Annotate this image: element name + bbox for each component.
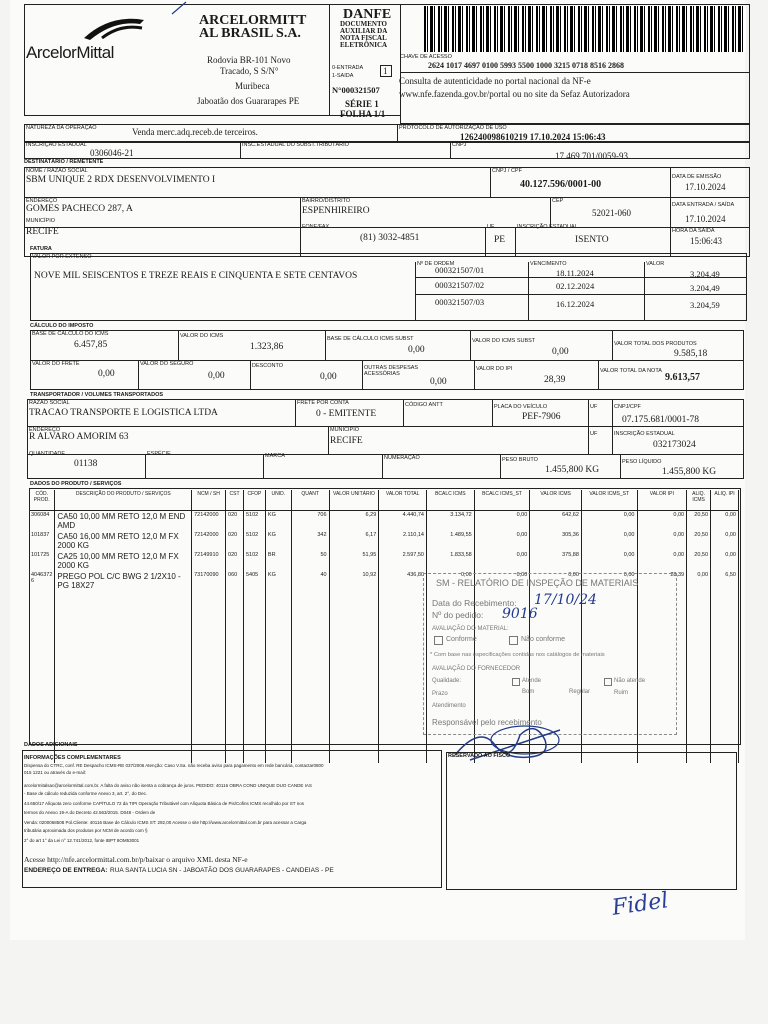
table-cell: 0,00 (581, 531, 637, 551)
table-cell: 101837 (29, 531, 55, 551)
table-cell: 020 (226, 551, 244, 571)
table-cell: KG (265, 511, 291, 532)
col-cfop: CFOP (243, 490, 265, 511)
dest-cnpj-label: CNPJ / CPF (492, 168, 522, 174)
v-icms-label: VALOR DO ICMS (180, 333, 224, 339)
inf-line-1: Dispensa do CTRC, conf. RE Despacho ICMS-RE 037/2006 Atenção: Caso V.Sa. não receba aviso para pagamento em rede bancária, contactar0800 (24, 763, 324, 768)
table-cell: 0,00 (581, 511, 637, 532)
transp-pl-label: PESO LÍQUIDO (622, 459, 662, 465)
xml-link[interactable]: Acesse http://nfe.arcelormittal.com.br/p/baixar o arquivo XML desta NF-e (24, 855, 248, 864)
entrega-value: RUA SANTA LUCIA SN - JABOATÃO DOS GUARARAPES - CANDEIAS - PE (110, 867, 334, 874)
table-cell: 0,00 (637, 551, 687, 571)
danfe-subtitle1: DOCUMENTO (340, 20, 387, 28)
table-cell: 51,95 (329, 551, 379, 571)
col-bcst: BCALC ICMS_ST (474, 490, 530, 511)
frete: 0,00 (98, 369, 115, 379)
table-cell: 20,50 (687, 551, 711, 571)
parcela-2-ordem: 000321507/02 (435, 280, 485, 290)
parcela-1-venc: 18.11.2024 (556, 268, 594, 278)
table-cell: 060 (226, 571, 244, 591)
table-cell: CA50 16,00 MM RETO 12,0 M FX 2000 KG (55, 531, 192, 551)
stamp-pedido: 9016 (502, 606, 538, 622)
stamp-obs: * Com base nas especificações contidas nos catálogos de materiais (430, 652, 605, 658)
danfe-subtitle2: AUXILIAR DA (340, 27, 388, 35)
table-cell: CA50 10,00 MM RETO 12,0 M END AMD (55, 511, 192, 532)
imposto-section: CÁLCULO DO IMPOSTO (30, 323, 94, 329)
dest-entrada: 17.10.2024 (685, 214, 726, 224)
danfe-entrada: 0-ENTRADA (332, 65, 364, 71)
dest-fone-label: FONE/FAX (302, 224, 330, 230)
table-cell: 0,00 (426, 571, 474, 591)
transp-ie: 032173024 (653, 440, 696, 450)
protocolo-value: 126240098610219 17.10.2024 15:06:43 (460, 132, 606, 142)
table-filler-cell (329, 591, 379, 763)
table-cell: 6,29 (329, 511, 379, 532)
inf-label: INFORMAÇÕES COMPLEMENTARES (24, 755, 121, 761)
table-cell: 40 (291, 571, 329, 591)
table-cell: 5102 (243, 551, 265, 571)
table-cell: 101725 (29, 551, 55, 571)
table-cell: 3.134,72 (426, 511, 474, 532)
table-cell: 6,17 (329, 531, 379, 551)
dest-entrada-label: DATA ENTRADA / SAÍDA (672, 202, 735, 208)
col-descricao: DESCRIÇÃO DO PRODUTO / SERVIÇOS (55, 490, 192, 511)
table-cell: 0,00 (637, 511, 687, 532)
pen-mark-icon (170, 0, 190, 16)
danfe-subtitle3: NOTA FISCAL (340, 34, 387, 42)
stamp-aval-label: AVALIAÇÃO DO MATERIAL: (432, 626, 509, 632)
fatura-extenso: NOVE MIL SEISCENTOS E TREZE REAIS E CINQUENTA E SETE CENTAVOS (34, 271, 358, 281)
desconto-label: DESCONTO (252, 363, 284, 369)
iest-label: INSC.ESTADUAL DO SUBST.TRIBUTÁRIO (242, 142, 349, 148)
itens-section: DADOS DO PRODUTO / SERVIÇOS (30, 481, 122, 487)
v-st-label: VALOR DO ICMS SUBST (472, 338, 536, 344)
natureza-label: NATUREZA DA OPERAÇÃO (26, 125, 97, 131)
barcode (424, 6, 746, 52)
stamp-nao-conforme: Não conforme (521, 636, 565, 643)
transp-section: TRANSPORTADOR / VOLUMES TRANSPORTADOS (30, 392, 164, 398)
bc-st-label: BASE DE CÁLCULO ICMS SUBST (327, 336, 414, 342)
table-cell: 6,50 (711, 571, 739, 591)
dest-nome: SBM UNIQUE 2 RDX DESENVOLVIMENTO I (26, 175, 216, 185)
inf-line-8: tributária aproximada dos produtos por NCM de acordo com § (24, 828, 148, 833)
fatura-section: FATURA (30, 246, 52, 252)
desconto: 0,00 (320, 372, 337, 382)
transp-pb-label: PESO BRUTO (502, 457, 538, 463)
dest-ie-label: INSCRIÇÃO ESTADUAL (517, 224, 578, 230)
inf-line-2: 015 1221 ou através do e-mail: (24, 770, 87, 775)
table-cell: 020 (226, 511, 244, 532)
issuer-name-line2: AL BRASIL S.A. (199, 26, 301, 41)
conforme-checkbox[interactable] (434, 636, 443, 645)
v-nota: 9.613,57 (665, 372, 700, 383)
transp-ie-label: INSCRIÇÃO ESTADUAL (614, 431, 675, 437)
table-cell: CA25 10,00 MM RETO 12,0 M FX 2000 KG (55, 551, 192, 571)
transp-cnpj-label: CNPJ/CPF (614, 404, 641, 410)
table-cell: 50 (291, 551, 329, 571)
seguro: 0,00 (208, 371, 225, 381)
emit-cnpj-value: 17.469.701/0059-93 (555, 151, 628, 161)
v-prod-label: VALOR TOTAL DOS PRODUTOS (614, 341, 697, 347)
nao-atende-checkbox[interactable] (604, 678, 612, 686)
col-unid: UNID. (265, 490, 291, 511)
table-cell: 0,00 (474, 511, 530, 532)
natureza-value: Venda merc.adq.receb.de terceiros. (132, 127, 258, 137)
dest-emissao: 17.10.2024 (685, 182, 726, 192)
table-cell: 0,00 (581, 571, 637, 591)
danfe-title: DANFE (343, 7, 392, 22)
danfe-tipo: 1 (383, 66, 388, 76)
col-cst: CST (226, 490, 244, 511)
col-vunit: VALOR UNITÁRIO (329, 490, 379, 511)
table-cell: 20,50 (687, 511, 711, 532)
col-cod: CÓD. PROD. (29, 490, 55, 511)
chave-label: CHAVE DE ACESSO (400, 54, 452, 60)
stamp-nao-atende: Não atende (614, 678, 646, 684)
table-cell: 5405 (243, 571, 265, 591)
table-cell: 0,00 (687, 571, 711, 591)
dest-cnpj: 40.127.596/0001-00 (520, 179, 602, 190)
col-ncm: NCM / SH (192, 490, 226, 511)
transp-esp-label: ESPÉCIE (147, 451, 171, 457)
table-cell: 0,00 (474, 531, 530, 551)
table-cell: 0,00 (711, 511, 739, 532)
table-cell: 342 (291, 531, 329, 551)
dest-endereco-label: ENDEREÇO (26, 198, 58, 204)
col-vst: VALOR ICMS_ST (581, 490, 637, 511)
issuer-address2: Tracado, S S/N° (220, 66, 279, 76)
table-cell: 306084 (29, 511, 55, 532)
dest-fone: (81) 3032-4851 (360, 233, 420, 243)
table-cell: BR (265, 551, 291, 571)
dest-municipio-label: MUNICÍPIO (26, 218, 56, 224)
table-cell: 0,00 (711, 551, 739, 571)
table-row (29, 551, 739, 571)
col-aliqicms: ALIQ. ICMS (687, 490, 711, 511)
col-vtotal: VALOR TOTAL (379, 490, 427, 511)
stamp-ruim: Ruim (614, 690, 629, 696)
transp-marca-label: MARCA (265, 453, 285, 459)
parcela-1-valor: 3.204,49 (690, 269, 720, 279)
ipi-label: VALOR DO IPI (476, 366, 513, 372)
atende-checkbox[interactable] (512, 678, 520, 686)
col-quant: QUANT (291, 490, 329, 511)
table-filler-cell (55, 591, 192, 763)
table-cell: 020 (226, 531, 244, 551)
stamp-receb-label: Data do Recebimento: (432, 598, 517, 608)
dest-cep: 52021-060 (592, 208, 631, 218)
dest-bairro-label: BAIRRO/DISTRITO (302, 198, 351, 204)
stamp-conforme: Conforme (446, 636, 477, 643)
stamp-prazo: Prazo (432, 691, 448, 697)
table-cell: 72149910 (192, 551, 226, 571)
parcela-2-valor: 3.204,49 (690, 283, 720, 293)
table-cell: 73170090 (192, 571, 226, 591)
table-cell: 28,39 (637, 571, 687, 591)
consulta-line2: www.nfe.fazenda.gov.br/portal ou no site da Sefaz Autorizadora (399, 89, 630, 99)
table-filler-cell (29, 591, 55, 763)
inf-line-3: arcelormitalsac@arcelormittal.com.br. A falta do aviso não isenta a cobrança de juros. PEDIDO: 40116 OBRA COND UNIQUE DUO CANDE IAS (24, 783, 312, 788)
issuer-city: Muribeca (235, 81, 270, 91)
dest-municipio: RECIFE (26, 227, 59, 237)
transp-pl: 1.455,800 KG (662, 467, 717, 477)
table-filler-cell (687, 591, 711, 763)
table-cell: 72142000 (192, 511, 226, 532)
table-cell: 5102 (243, 531, 265, 551)
transp-cnpj: 07.175.681/0001-78 (622, 415, 700, 425)
table-row (29, 511, 739, 532)
consulta-line1: Consulta de autenticidade no portal nacional da NF-e (399, 76, 591, 86)
table-cell: 0,00 (474, 551, 530, 571)
table-cell: 10,92 (329, 571, 379, 591)
table-cell: 0,00 (711, 531, 739, 551)
dest-nome-label: NOME / RAZÃO SOCIAL (26, 168, 88, 174)
table-cell: 305,36 (530, 531, 582, 551)
issuer-logo-text: ArcelorMittal (26, 43, 114, 62)
danfe-document (10, 0, 745, 940)
outras: 0,00 (430, 377, 447, 387)
stamp-resp: Responsável pelo recebimento (432, 718, 542, 727)
v-prod: 9.585,18 (674, 349, 708, 359)
fisco-box (446, 752, 737, 890)
fatura-venc-label: VENCIMENTO (530, 261, 567, 267)
dest-cep-label: CEP (552, 198, 564, 204)
dest-hora-label: HORA DA SAÍDA (672, 228, 715, 234)
seguro-label: VALOR DO SEGURO (140, 361, 194, 367)
danfe-numero: N°000321507 (332, 85, 380, 95)
table-cell: KG (265, 571, 291, 591)
emit-cnpj-label: CNPJ (452, 142, 467, 148)
table-cell: 375,88 (530, 551, 582, 571)
table-cell: 20,50 (687, 531, 711, 551)
table-cell: 706 (291, 511, 329, 532)
stamp-regular: Regular (569, 689, 591, 695)
danfe-folha: FOLHA 1/1 (340, 109, 386, 119)
transp-placa: PEF-7906 (522, 412, 561, 422)
stamp-bom: Bom (522, 689, 535, 695)
dest-emissao-label: DATA DE EMISSÃO (672, 174, 722, 180)
inspection-stamp (423, 573, 677, 735)
col-vicms: VALOR ICMS (530, 490, 582, 511)
stamp-pedido-label: Nº do pedido: (432, 610, 484, 620)
table-filler-cell (192, 591, 226, 763)
transp-frete-label: FRETE POR CONTA (297, 400, 349, 406)
dest-uf-label: UF (487, 224, 495, 230)
table-cell: 4046372 6 (29, 571, 55, 591)
transp-frete: 0 - EMITENTE (316, 409, 377, 419)
nao-conforme-checkbox[interactable] (509, 636, 518, 645)
inf-line-7: Venda: 0200068508 Pol.Cliente: 40116 Base de Cálculo ICMS ST: 292,00 Acesse o site http://www.arcelormittal.com.br para acessar a Carga (24, 820, 307, 825)
table-cell: 0,00 (637, 531, 687, 551)
transp-end: R ALVARO AMORIM 63 (29, 432, 129, 442)
fatura-valor-label: VALOR (646, 261, 665, 267)
adicionais-section: DADOS ADICIONAIS (24, 742, 78, 748)
table-filler-cell (291, 591, 329, 763)
transp-num-label: NUMERAÇÃO (384, 455, 420, 461)
table-cell: 1.833,58 (426, 551, 474, 571)
dest-ie: ISENTO (575, 235, 609, 245)
v-icms: 1.323,86 (250, 342, 284, 352)
parcela-3-venc: 16.12.2024 (556, 299, 595, 309)
parcela-3-valor: 3.204,59 (690, 300, 720, 310)
table-cell: PREGO POL C/C BWG 2 1/2X10 - PG 18X27 (55, 571, 192, 591)
issuer-name-line1: ARCELORMITT (199, 13, 307, 28)
arcelormittal-logo-icon (80, 12, 160, 42)
itens-header-row (29, 490, 739, 511)
danfe-serie: SÉRIE 1 (345, 99, 379, 109)
transp-end-label: ENDEREÇO (29, 427, 61, 433)
issuer-city2: Jaboatão dos Guararapes PE (197, 96, 300, 106)
stamp-forn-label: AVALIAÇÃO DO FORNECEDOR (432, 666, 521, 672)
transp-placa-label: PLACA DO VEÍCULO (494, 404, 548, 410)
table-filler-cell (243, 591, 265, 763)
transp-mun: RECIFE (330, 436, 363, 446)
table-row (29, 531, 739, 551)
dest-uf: PE (494, 235, 506, 245)
chave-value: 2624 1017 4697 0100 5993 5500 1000 3215 0718 8516 2868 (428, 61, 624, 70)
stamp-atende: Atende (522, 678, 542, 684)
dest-section: DESTINATÁRIO / REMETENTE (24, 159, 104, 165)
v-st: 0,00 (552, 347, 569, 357)
transp-antt-label: CÓDIGO ANTT (405, 402, 443, 408)
bc-st: 0,00 (408, 345, 425, 355)
table-cell: 1.489,55 (426, 531, 474, 551)
inf-line-9: 2° do art 1° da Lei n° 12.741/2012, fonte IBPT 8OM53001 (24, 838, 140, 843)
v-nota-label: VALOR TOTAL DA NOTA (600, 368, 662, 374)
transp-pb: 1.455,800 KG (545, 465, 600, 475)
ipi: 28,39 (544, 375, 566, 385)
inf-line-4: - Base de cálculo reduzida conforme Anexo 3, art. 2°, do Dec. (24, 791, 148, 796)
table-filler-cell (379, 591, 427, 763)
danfe-subtitle4: ELETRÔNICA (340, 41, 388, 49)
transp-uf-label: UF (590, 404, 598, 410)
danfe-saida: 1-SAIDA (332, 73, 354, 79)
table-cell: 0,00 (474, 571, 530, 591)
table-cell: 2.597,50 (379, 551, 427, 571)
table-cell: 2.110,14 (379, 531, 427, 551)
table-cell: 5102 (243, 511, 265, 532)
dest-endereco: GOMES PACHECO 287, A (26, 204, 133, 214)
ie-label: INSCRIÇÃO ESTADUAL (26, 142, 87, 148)
table-cell: 4.440,74 (379, 511, 427, 532)
entrega-label: ENDEREÇO DE ENTREGA: (24, 867, 108, 874)
transp-qtd-label: QUANTIDADE (29, 451, 66, 457)
inf-line-6: termos do Anexo 19-A do Decreto 42.563/2015. D048 - Ordem de (24, 810, 156, 815)
issuer-address1: Rodovia BR-101 Novo (207, 55, 291, 65)
stamp-receb: 17/10/24 (534, 592, 597, 608)
transp-mun-label: MUNICÍPIO (330, 427, 360, 433)
dest-bairro: ESPENHIREIRO (302, 206, 370, 216)
table-cell: 0,00 (581, 551, 637, 571)
table-cell: KG (265, 531, 291, 551)
inf-line-5: 44.650/17 Alíquota zero conforme CAPÍTULO 72 da TIPI Operação Tributável com Alíquota Básica de Pis/Cofins ICMS recolhido por ST nos (24, 801, 304, 806)
col-bcicms: BCALC ICMS (426, 490, 474, 511)
table-filler-cell (711, 591, 739, 763)
parcela-1-ordem: 000321507/01 (435, 265, 485, 275)
table-cell: 642,62 (530, 511, 582, 532)
table-cell: 436,80 (379, 571, 427, 591)
fatura-extenso-label: VALOR POR EXTENSO (32, 254, 92, 260)
fatura-ordem-label: Nº DE ORDEM (417, 261, 455, 267)
transp-razao: TRACAO TRANSPORTE E LOGISTICA LTDA (29, 408, 218, 418)
stamp-title: SM - RELATÓRIO DE INSPEÇÃO DE MATERIAIS (436, 578, 639, 588)
table-cell: 0,00 (530, 571, 582, 591)
transp-uf2-label: UF (590, 431, 598, 437)
col-aliqipi: ALIQ. IPI (711, 490, 739, 511)
stamp-atendimento: Atendimento (432, 703, 466, 709)
frete-label: VALOR DO FRETE (32, 361, 80, 367)
stamp-qualidade: Qualidade: (432, 678, 462, 684)
parcela-3-ordem: 000321507/03 (435, 297, 485, 307)
table-filler-cell (265, 591, 291, 763)
transp-qtd: 01138 (74, 459, 98, 469)
outras-label: OUTRAS DESPESAS ACESSÓRIAS (364, 365, 419, 377)
dest-hora: 15:06:43 (690, 236, 723, 246)
handwritten-signature: Fidel (610, 888, 670, 921)
bc-icms: 6.457,85 (74, 340, 108, 350)
parcela-2-venc: 02.12.2024 (556, 281, 595, 291)
ie-value: 0306046-21 (90, 148, 134, 158)
table-cell: 72142000 (192, 531, 226, 551)
transp-razao-label: RAZÃO SOCIAL (29, 400, 70, 406)
col-vipi: VALOR IPI (637, 490, 687, 511)
protocolo-label: PROTOCOLO DE AUTORIZAÇÃO DE USO (399, 125, 507, 131)
fisco-label: RESERVADO AO FISCO (448, 753, 511, 759)
table-filler-cell (226, 591, 244, 763)
bc-icms-label: BASE DE CÁLCULO DO ICMS (32, 331, 109, 337)
